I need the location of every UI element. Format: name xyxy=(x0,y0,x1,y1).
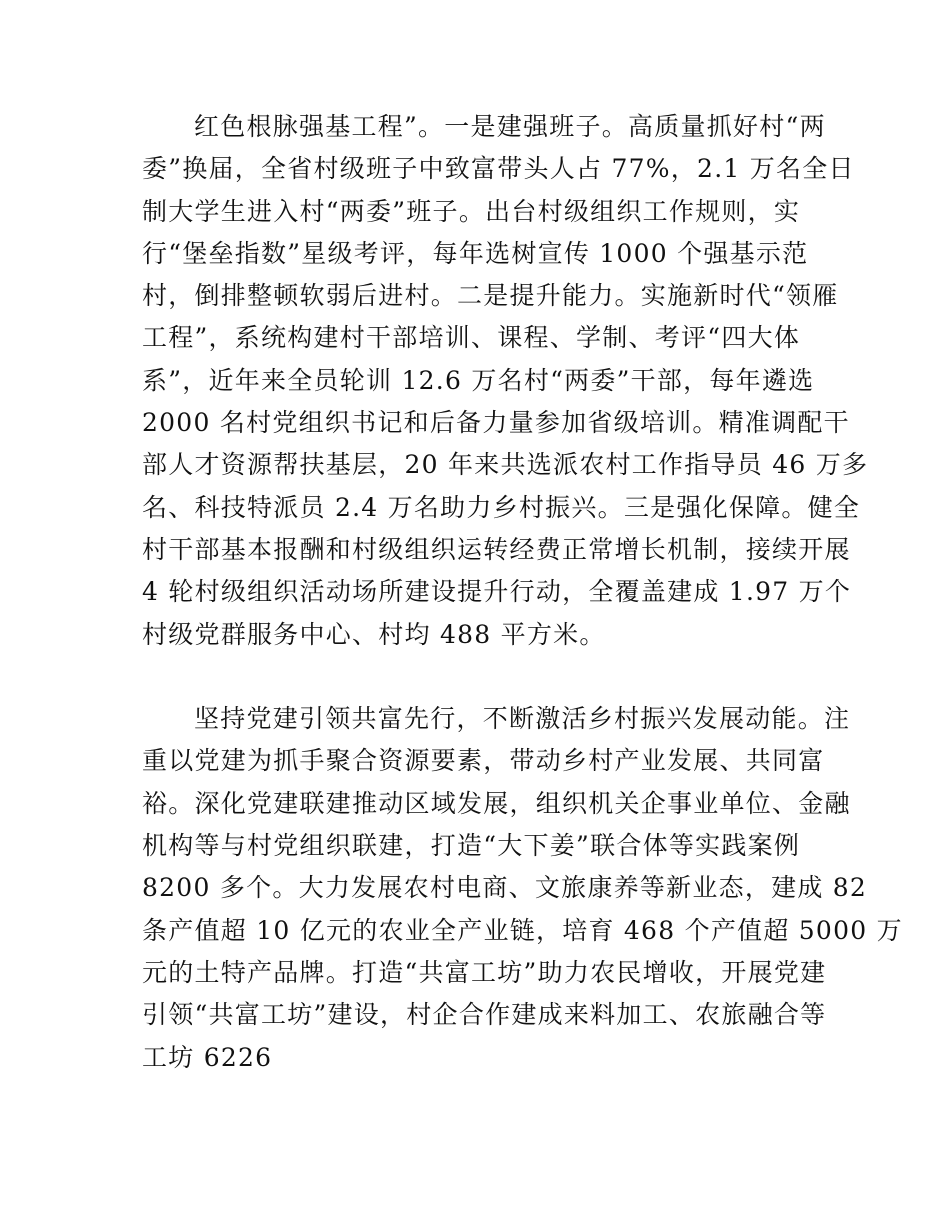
paragraph-line: 工坊 6226 xyxy=(142,1042,273,1072)
paragraph-line: 村级党群服务中心、村均 488 平方米。 xyxy=(142,619,606,649)
paragraph-line: 元的土特产品牌。打造“共富工坊”助力农民增收，开展党建 xyxy=(142,957,827,987)
paragraph-line: 引领“共富工坊”建设，村企合作建成来料加工、农旅融合等 xyxy=(142,1000,827,1030)
document-body xyxy=(142,106,903,1079)
paragraph-line: 红色根脉强基工程”。一是建强班子。高质量抓好村“两 xyxy=(194,112,826,141)
paragraph-line: 行“堡垒指数”星级考评，每年选树宣传 1000 个强基示范 xyxy=(142,238,809,268)
paragraph-line: 裕。深化党建联建推动区域发展，组织机关企事业单位、金融 xyxy=(142,788,851,818)
paragraph-line: 4 轮村级组织活动场所建设提升行动，全覆盖建成 1.97 万个 xyxy=(142,577,852,607)
paragraph-line: 重以党建为抓手聚合资源要素，带动乡村产业发展、共同富 xyxy=(142,746,825,776)
paragraph-line: 村干部基本报酬和村级组织运转经费正常增长机制，接续开展 xyxy=(142,534,851,564)
paragraph-line: 机构等与村党组织联建，打造“大下姜”联合体等实践案例 xyxy=(142,831,801,861)
paragraph-line: 制大学生进入村“两委”班子。出台村级组织工作规则，实 xyxy=(142,196,801,226)
paragraph-line: 8200 多个。大力发展农村电商、文旅康养等新业态，建成 82 xyxy=(142,873,868,903)
paragraph-line: 2000 名村党组织书记和后备力量参加省级培训。精准调配干 xyxy=(142,408,850,438)
paragraph-1 xyxy=(142,106,869,656)
paragraph-line: 名、科技特派员 2.4 万名助力乡村振兴。三是强化保障。健全 xyxy=(142,492,861,522)
paragraph-line: 条产值超 10 亿元的农业全产业链，培育 468 个产值超 5000 万 xyxy=(142,915,903,945)
paragraph-line: 村，倒排整顿软弱后进村。二是提升能力。实施新时代“领雁 xyxy=(142,281,839,311)
paragraph-line: 委”换届，全省村级班子中致富带头人占 77%，2.1 万名全日 xyxy=(142,154,855,184)
paragraph-2 xyxy=(142,656,903,1079)
paragraph-spacer xyxy=(142,656,812,698)
paragraph-line: 部人才资源帮扶基层，20 年来共选派农村工作指导员 46 万多 xyxy=(142,450,869,480)
paragraph-line: 坚持党建引领共富先行，不断激活乡村振兴发展动能。注 xyxy=(194,704,851,734)
paragraph-line: 系”，近年来全员轮训 12.6 万名村“两委”干部，每年遴选 xyxy=(142,365,815,395)
paragraph-line: 工程”，系统构建村干部培训、课程、学制、考评“四大体 xyxy=(142,323,801,353)
